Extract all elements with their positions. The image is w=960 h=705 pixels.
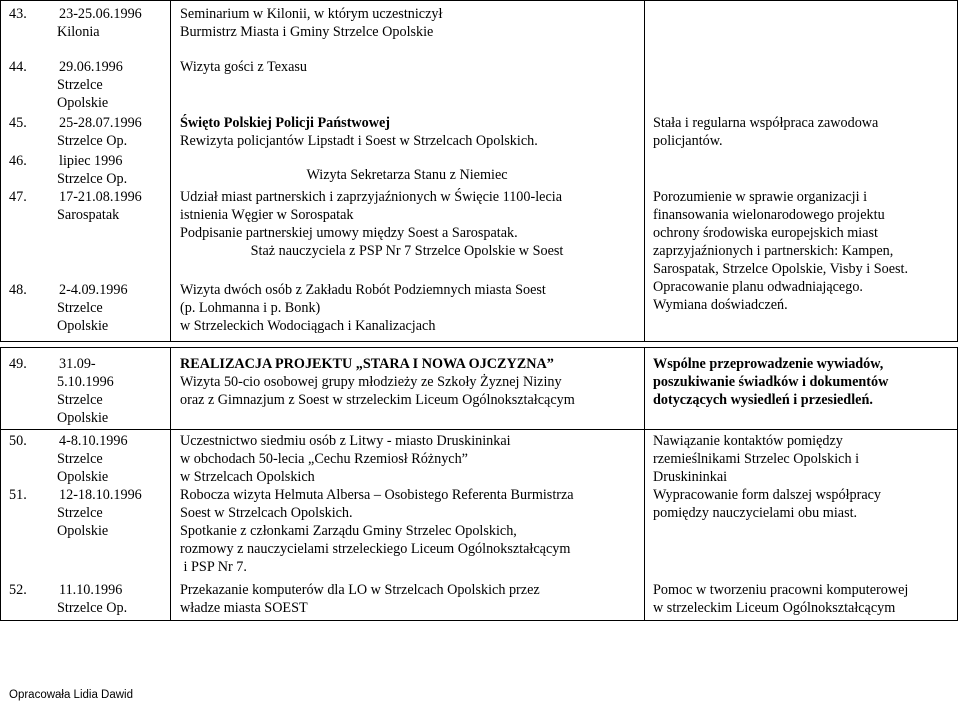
table2-bottom-border [0,620,958,621]
table2-result-wywiady [653,355,888,409]
table1-bottom-border [0,341,958,342]
row-date: 29.06.1996 [59,59,123,75]
table2-right-border [957,347,958,621]
event-heading: REALIZACJA PROJEKTU „STARA I NOWA OJCZYZNA” [180,356,554,372]
event-line: Spotkanie z członkami Zarządu Gminy Strzelec Opolskich, [180,523,517,539]
row-number: 46. [9,153,27,169]
table1-date-48 [9,281,128,335]
table2-event-albers [180,486,574,576]
result-line: Porozumienie w sprawie organizacji i [653,189,868,205]
table2-result-pracownia [653,581,908,617]
row-date: lipiec 1996 [59,153,123,169]
result-line: Pomoc w tworzeniu pracowni komputerowej [653,582,909,598]
row-number: 52. [9,582,27,598]
table1-date-45 [9,114,142,150]
row-place: Opolskie [57,469,109,485]
result-line: finansowania wielonarodowego projektu [653,207,885,223]
table2-date-49 [9,355,114,427]
table1-event-texas [180,58,307,76]
row-date: 11.10.1996 [59,582,123,598]
row-date: 5.10.1996 [57,374,114,390]
event-line: Robocza wizyta Helmuta Albersa – Osobistego Referenta Burmistrza [180,487,574,503]
row-date: 23-25.06.1996 [59,6,142,22]
row-place: Strzelce Op. [57,600,128,616]
table2-left-border [0,347,1,621]
event-line: w obchodach 50-lecia „Cechu Rzemiosł Różnych” [180,451,468,467]
table2-date-51 [9,486,142,540]
table1-event-sekretarz [180,166,634,184]
table1-date-47 [9,188,142,224]
table2-event-litwa [180,432,511,486]
result-line: Stała i regularna współpraca zawodowa [653,115,879,131]
table1-event-staz [180,242,634,260]
event-line: Podpisanie partnerskiej umowy między Soest a Sarospatak. [180,225,518,241]
table1-event-policja [180,114,538,150]
result-line: poszukiwanie świadków i dokumentów [653,374,889,390]
table2-result-kontakty [653,432,881,522]
event-line: Udział miast partnerskich i zaprzyjaźnionych w Święcie 1100-lecia [180,189,562,205]
table2-event-komputery [180,581,540,617]
result-line: dotyczących wysiedleń i przesiedleń. [653,392,873,408]
result-line: policjantów. [653,133,723,149]
table1-result-policja [653,114,878,150]
row-number: 50. [9,433,27,449]
footer-author: Opracowała Lidia Dawid [9,689,134,701]
result-line: Wspólne przeprowadzenie wywiadów, [653,356,884,372]
row-number: 43. [9,6,27,22]
row-place: Opolskie [57,410,109,426]
table1-divider-1 [170,0,171,342]
row-place: Strzelce Op. [57,133,128,149]
event-line: Rewizyta policjantów Lipstadt i Soest w Strzelcach Opolskich. [180,133,538,149]
table1-event-podziemne [180,281,546,335]
event-line: Wizyta Sekretarza Stanu z Niemiec [306,167,508,183]
row-place: Strzelce [57,392,103,408]
table1-top-border [0,0,958,1]
result-line: Opracowanie planu odwadniającego. [653,279,863,295]
result-line: w strzeleckim Liceum Ogólnokształcącym [653,600,896,616]
event-line: i PSP Nr 7. [180,559,247,575]
table2-divider-2 [644,347,645,621]
result-line: ochrony środowiska europejskich miast [653,225,878,241]
row-place: Strzelce [57,451,103,467]
row-number: 49. [9,356,27,372]
event-line: oraz z Gimnazjum z Soest w strzeleckim Liceum Ogólnokształcącym [180,392,575,408]
result-line: Sarospatak, Strzelce Opolskie, Visby i Soest. [653,261,909,277]
row-number: 51. [9,487,27,503]
table1-date-44 [9,58,123,112]
result-line: rzemieślnikami Strzelec Opolskich i [653,451,860,467]
result-line: Nawiązanie kontaktów pomiędzy [653,433,843,449]
row-date: 4-8.10.1996 [59,433,128,449]
event-line: Staż nauczyciela z PSP Nr 7 Strzelce Opolskie w Soest [250,243,564,259]
table1-divider-2 [644,0,645,342]
row-place: Opolskie [57,95,109,111]
table1-event-sarospatak [180,188,562,242]
event-line: władze miasta SOEST [180,600,308,616]
table2-event-projekt [180,355,575,409]
event-line: w Strzelcach Opolskich [180,469,315,485]
row-date: 25-28.07.1996 [59,115,142,131]
row-date: 17-21.08.1996 [59,189,142,205]
event-line: Wizyta 50-cio osobowej grupy młodzieży ze Szkoły Żyznej Niziny [180,374,562,390]
row-place: Strzelce [57,300,103,316]
row-date: 31.09- [59,356,96,372]
event-line: Soest w Strzelcach Opolskich. [180,505,353,521]
row-number: 47. [9,189,27,205]
table2-date-52 [9,581,127,617]
row-number: 44. [9,59,27,75]
row-place: Strzelce Op. [57,171,128,187]
row-place: Opolskie [57,523,109,539]
table1-event-seminarium [180,5,442,41]
table2-divider-1 [170,347,171,621]
event-line: Seminarium w Kilonii, w którym uczestniczył [180,6,443,22]
event-line: istnienia Węgier w Sorospatak [180,207,354,223]
event-line: Wizyta dwóch osób z Zakładu Robót Podziemnych miasta Soest [180,282,546,298]
table1-date-43 [9,5,142,41]
event-line: Przekazanie komputerów dla LO w Strzelcach Opolskich przez [180,582,540,598]
row-date: 2-4.09.1996 [59,282,128,298]
table1-left-border [0,0,1,342]
event-line: Burmistrz Miasta i Gminy Strzelce Opolskie [180,24,434,40]
event-line: (p. Lohmanna i p. Bonk) [180,300,321,316]
event-line: Wizyta gości z Texasu [180,59,308,75]
event-line: rozmowy z nauczycielami strzeleckiego Liceum Ogólnokształcącym [180,541,571,557]
event-line: w Strzeleckich Wodociągach i Kanalizacjach [180,318,436,334]
event-line: Uczestnictwo siedmiu osób z Litwy - miasto Druskininkai [180,433,511,449]
row-place: Strzelce [57,77,103,93]
row-place: Opolskie [57,318,109,334]
table1-result-porozumienie [653,188,908,314]
row-place: Sarospatak [57,207,120,223]
row-place: Kilonia [57,24,100,40]
result-line: Wymiana doświadczeń. [653,297,788,313]
event-heading: Święto Polskiej Policji Państwowej [180,115,391,131]
row-date: 12-18.10.1996 [59,487,142,503]
table2-row-divider [0,429,958,430]
row-number: 48. [9,282,27,298]
table2-top-border [0,347,958,348]
row-number: 45. [9,115,27,131]
table2-date-50 [9,432,128,486]
result-line: Druskininkai [653,469,728,485]
table1-date-46 [9,152,127,188]
table1-right-border [957,0,958,342]
result-line: zaprzyjaźnionych i partnerskich: Kampen, [653,243,894,259]
result-line: Wypracowanie form dalszej współpracy [653,487,882,503]
result-line: pomiędzy nauczycielami obu miast. [653,505,858,521]
row-place: Strzelce [57,505,103,521]
